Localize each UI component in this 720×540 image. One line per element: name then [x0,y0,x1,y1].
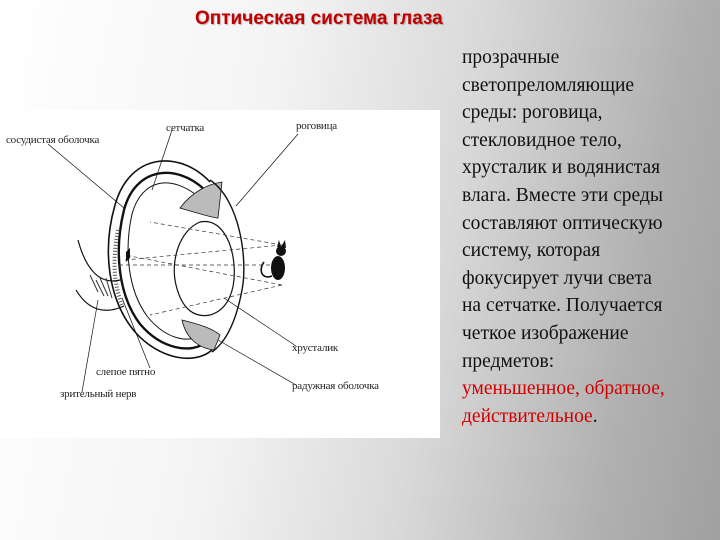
label-blind-spot: слепое пятно [96,366,156,378]
body-line: хрусталик и водянистая [462,157,661,179]
label-lens: хрусталик [292,342,339,354]
label-retina: сетчатка [166,122,205,134]
body-line: четкое изображение [462,322,629,344]
body-line: стекловидное тело, [462,129,622,151]
highlight-line: уменьшенное, обратное, [462,378,665,400]
body-line: фокусирует лучи света [462,267,652,289]
body-line: влага. Вместе эти среды [462,184,663,206]
label-cornea: роговица [296,120,337,132]
label-choroid: сосудистая оболочка [6,134,100,146]
eye-diagram [0,110,440,438]
label-optic-nerve: зрительный нерв [60,388,137,400]
label-iris: радужная оболочка [292,380,379,392]
body-line: составляют оптическую [462,212,663,234]
slide-title: Оптическая система глаза [195,8,443,29]
retina-image [126,248,130,262]
body-line: прозрачные [462,47,560,68]
highlight-line-wrap [462,403,720,431]
body-line: на сетчатке. Получается [462,295,663,317]
description-text [462,44,720,430]
body-line: светопреломляющие [462,74,635,96]
body-line: предметов: [462,350,555,372]
period: . [592,405,598,427]
body-line: среды: роговица, [462,102,603,124]
highlight-word: действительное [462,405,593,427]
body-line: систему, которая [462,240,601,262]
iris-lower [182,320,220,350]
lens-shape [174,222,234,316]
